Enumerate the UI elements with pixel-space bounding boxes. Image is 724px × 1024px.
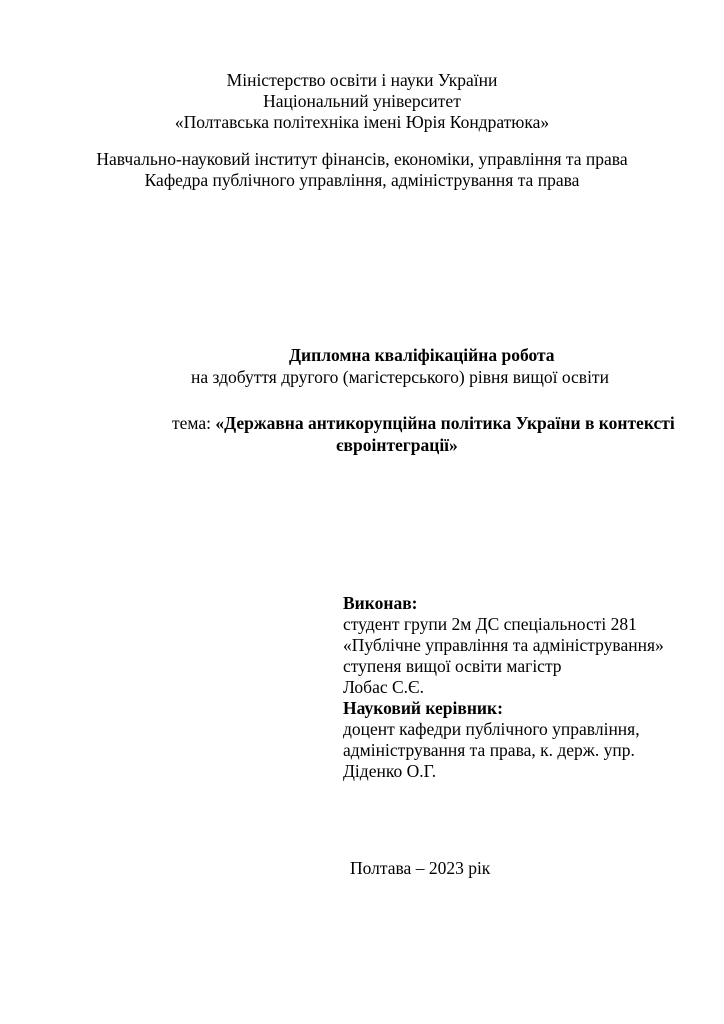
topic-title-part1: «Державна антикорупційна політика України в контексті [215, 413, 675, 433]
university-name-line1: Національний університет [263, 91, 461, 111]
supervisor-position-line2: адміністрування та права, к. держ. упр. [343, 740, 635, 760]
topic-line1 [172, 413, 675, 434]
topic-title-part2: євроінтеграції» [336, 435, 458, 455]
degree-purpose: на здобуття другого (магістерського) рівня вищої освіти [191, 367, 609, 387]
topic-label: тема: [172, 413, 216, 433]
supervisor-position-line1: доцент кафедри публічного управління, [343, 719, 640, 739]
institute-name: Навчально-науковий інститут фінансів, економіки, управління та права [96, 149, 628, 169]
performed-label: Виконав: [343, 593, 418, 613]
work-type: Дипломна кваліфікаційна робота [289, 345, 555, 365]
university-name-line2: «Полтавська політехніка імені Юрія Кондратюка» [174, 112, 550, 132]
student-name: Лобас С.Є. [343, 677, 424, 697]
student-degree: ступеня вищої освіти магістр [343, 656, 562, 676]
ministry-name: Міністерство освіти і науки України [226, 70, 498, 90]
author-block [343, 593, 664, 782]
student-group: студент групи 2м ДС спеціальності 281 [343, 614, 637, 634]
supervisor-label: Науковий керівник: [343, 698, 503, 718]
city-year: Полтава – 2023 рік [350, 858, 491, 878]
supervisor-name: Діденко О.Г. [343, 761, 437, 781]
student-specialty: «Публічне управління та адміністрування» [343, 635, 664, 655]
department-name: Кафедра публічного управління, адміністрування та права [144, 170, 580, 190]
